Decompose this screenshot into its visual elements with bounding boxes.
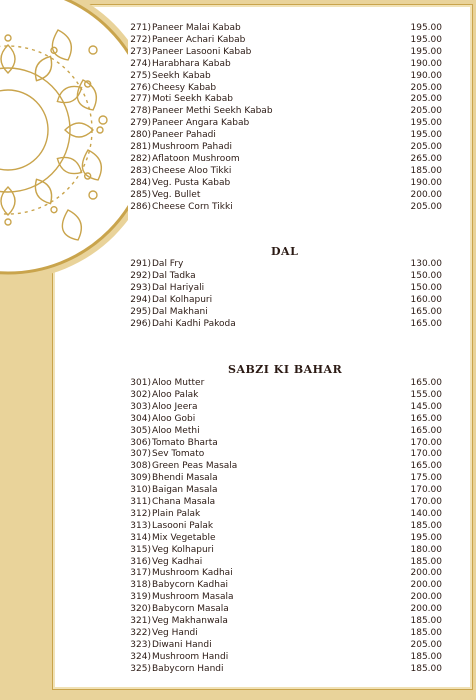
menu-item-num: 320) xyxy=(130,604,151,615)
menu-item-num: 285) xyxy=(130,189,151,200)
menu-item-name: Dal Tadka xyxy=(152,270,196,281)
menu-item xyxy=(0,520,476,532)
menu-item-num: 295) xyxy=(130,306,151,317)
menu-item-num: 312) xyxy=(130,508,151,519)
menu-item-name: Aloo Methi xyxy=(152,425,200,436)
menu-item xyxy=(0,615,476,627)
menu-item-name: Chana Masala xyxy=(152,497,216,507)
menu-item-num: 306) xyxy=(130,437,151,448)
menu-item-num: 294) xyxy=(130,294,151,305)
menu-item-price: 190.00 xyxy=(410,177,442,188)
menu-item-name: Bhendi Masala xyxy=(152,473,218,484)
menu-item-name: Mushroom Kadhai xyxy=(152,568,233,579)
menu-item-num: 303) xyxy=(130,401,151,412)
menu-item-num: 278) xyxy=(130,106,151,117)
menu-item-price: 150.00 xyxy=(410,282,442,293)
menu-item xyxy=(0,579,476,591)
menu-item-price: 185.00 xyxy=(410,165,442,176)
menu-item-num: 325) xyxy=(130,663,151,674)
menu-item-price: 205.00 xyxy=(410,106,442,117)
menu-item-price: 145.00 xyxy=(410,401,442,412)
menu-item-name: Babycorn Handi xyxy=(152,663,224,674)
menu-item-price: 190.00 xyxy=(410,58,442,69)
menu-item-name: Lasooni Palak xyxy=(152,520,214,531)
menu-item-name: Green Peas Masala xyxy=(152,461,238,472)
menu-item-num: 301) xyxy=(130,378,151,388)
menu-item xyxy=(0,141,476,153)
section-heading: SABZI KI BAHAR xyxy=(228,363,343,376)
menu-item-price: 195.00 xyxy=(410,34,442,45)
menu-item-price: 185.00 xyxy=(410,520,442,531)
menu-item-name: Veg Makhanwala xyxy=(152,616,228,626)
menu-item-name: Paneer Achari Kabab xyxy=(152,34,246,45)
menu-item-name: Mushroom Handi xyxy=(152,651,229,662)
menu-item-name: Paneer Methi Seekh Kabab xyxy=(152,106,273,117)
menu-item-price: 190.00 xyxy=(410,70,442,81)
menu-item-name: Paneer Angara Kabab xyxy=(152,118,250,129)
menu-item xyxy=(0,603,476,615)
menu-item xyxy=(0,556,476,568)
menu-item-name: Mix Vegetable xyxy=(152,532,216,543)
menu-item-price: 200.00 xyxy=(410,189,442,200)
menu-item-num: 307) xyxy=(130,449,151,460)
menu-item-price: 185.00 xyxy=(410,663,442,674)
menu-item-price: 265.00 xyxy=(410,153,442,164)
menu-item-num: 315) xyxy=(130,544,151,555)
menu-item-price: 200.00 xyxy=(410,568,442,579)
menu-item-num: 316) xyxy=(130,556,151,567)
menu-item xyxy=(0,401,476,413)
menu-item xyxy=(0,58,476,70)
menu-item-name: Aflatoon Mushroom xyxy=(152,153,240,164)
menu-item xyxy=(0,508,476,520)
menu-item-price: 165.00 xyxy=(410,461,442,472)
menu-item-price: 195.00 xyxy=(410,23,442,33)
menu-item-num: 279) xyxy=(130,118,151,129)
menu-item-name: Babycorn Masala xyxy=(152,604,229,615)
menu-item-num: 305) xyxy=(130,425,151,436)
menu-item-name: Diwani Handi xyxy=(152,639,212,650)
menu-item xyxy=(0,663,476,675)
menu-item-name: Paneer Lasooni Kabab xyxy=(152,46,252,57)
menu-item-price: 175.00 xyxy=(410,473,442,484)
menu-item-name: Paneer Pahadi xyxy=(152,130,216,141)
menu-item-price: 200.00 xyxy=(410,592,442,603)
menu-item-price: 165.00 xyxy=(410,413,442,424)
menu-item-num: 324) xyxy=(130,651,151,662)
menu-item xyxy=(0,532,476,544)
menu-item-name: Veg. Bullet xyxy=(152,189,201,200)
menu-item xyxy=(0,448,476,460)
menu-item xyxy=(0,425,476,437)
menu-item xyxy=(0,34,476,46)
menu-item xyxy=(0,377,476,389)
menu-item-price: 195.00 xyxy=(410,118,442,129)
menu-item-price: 140.00 xyxy=(410,508,442,519)
menu-item-name: Aloo Gobi xyxy=(152,413,196,424)
menu-item-name: Dal Fry xyxy=(152,259,184,269)
menu-item-price: 170.00 xyxy=(410,485,442,496)
menu-item xyxy=(0,201,476,213)
menu-item xyxy=(0,153,476,165)
menu-item-num: 319) xyxy=(130,592,151,603)
menu-item-price: 200.00 xyxy=(410,580,442,591)
menu-item-num: 283) xyxy=(130,165,151,176)
menu-item-num: 313) xyxy=(130,520,151,531)
menu-item-name: Cheese Aloo Tikki xyxy=(152,165,232,176)
menu-item xyxy=(0,129,476,141)
menu-item-num: 317) xyxy=(130,568,151,579)
menu-item-price: 205.00 xyxy=(410,82,442,93)
menu-item-num: 284) xyxy=(130,177,151,188)
menu-item-num: 296) xyxy=(130,318,151,329)
menu-item xyxy=(0,318,476,330)
menu-item-price: 185.00 xyxy=(410,556,442,567)
menu-item-name: Seekh Kabab xyxy=(152,70,211,81)
menu-item xyxy=(0,105,476,117)
menu-item xyxy=(0,46,476,58)
menu-item-price: 195.00 xyxy=(410,130,442,141)
menu-item xyxy=(0,591,476,603)
menu-item-num: 318) xyxy=(130,580,151,591)
menu-item xyxy=(0,22,476,34)
menu-item-name: Aloo Mutter xyxy=(152,378,205,388)
menu-item-num: 311) xyxy=(130,497,151,507)
menu-item xyxy=(0,177,476,189)
menu-item-price: 165.00 xyxy=(410,378,442,388)
menu-item-name: Dahi Kadhi Pakoda xyxy=(152,318,236,329)
menu-item-price: 150.00 xyxy=(410,270,442,281)
menu-item-name: Cheesy Kabab xyxy=(152,82,217,93)
menu-item xyxy=(0,282,476,294)
menu-item-price: 205.00 xyxy=(410,201,442,212)
menu-item xyxy=(0,306,476,318)
menu-item-name: Plain Palak xyxy=(152,508,201,519)
menu-item-name: Veg Kadhai xyxy=(152,556,203,567)
menu-item-num: 275) xyxy=(130,70,151,81)
menu-item xyxy=(0,82,476,94)
menu-item-num: 276) xyxy=(130,82,151,93)
menu-item-num: 272) xyxy=(130,34,151,45)
menu-item xyxy=(0,189,476,201)
menu-item-num: 277) xyxy=(130,94,151,105)
menu-item-name: Baigan Masala xyxy=(152,485,218,496)
menu-item-name: Veg. Pusta Kabab xyxy=(152,177,231,188)
menu-item xyxy=(0,472,476,484)
menu-item-price: 165.00 xyxy=(410,425,442,436)
menu-item-name: Babycorn Kadhai xyxy=(152,580,228,591)
menu-item-num: 308) xyxy=(130,461,151,472)
menu-item-num: 286) xyxy=(130,201,151,212)
menu-item-price: 205.00 xyxy=(410,94,442,105)
menu-item xyxy=(0,258,476,270)
menu-item-name: Dal Kolhapuri xyxy=(152,294,213,305)
menu-item xyxy=(0,567,476,579)
menu-item-price: 200.00 xyxy=(410,604,442,615)
menu-item xyxy=(0,437,476,449)
menu-item xyxy=(0,389,476,401)
menu-item-price: 165.00 xyxy=(410,306,442,317)
menu-item-name: Mushroom Masala xyxy=(152,592,234,603)
menu-item-price: 195.00 xyxy=(410,46,442,57)
menu-item-price: 170.00 xyxy=(410,449,442,460)
section-heading: DAL xyxy=(271,245,299,258)
menu-item xyxy=(0,544,476,556)
menu-item-price: 205.00 xyxy=(410,142,442,152)
menu-item-price: 185.00 xyxy=(410,651,442,662)
menu-item xyxy=(0,93,476,105)
menu-item-num: 273) xyxy=(130,46,151,57)
menu-item-num: 309) xyxy=(130,473,151,484)
menu-item-price: 130.00 xyxy=(410,259,442,269)
menu-item-name: Paneer Malai Kabab xyxy=(152,23,241,33)
menu-item xyxy=(0,496,476,508)
menu-item-price: 155.00 xyxy=(410,389,442,400)
menu-item-num: 323) xyxy=(130,639,151,650)
menu-item-num: 280) xyxy=(130,130,151,141)
menu-item-name: Aloo Jeera xyxy=(152,401,198,412)
menu-item-name: Dal Makhani xyxy=(152,306,208,317)
menu-item-num: 304) xyxy=(130,413,151,424)
menu-item-price: 185.00 xyxy=(410,616,442,626)
menu-item-price: 160.00 xyxy=(410,294,442,305)
menu-item-num: 314) xyxy=(130,532,151,543)
menu-item-price: 205.00 xyxy=(410,639,442,650)
menu-item-num: 291) xyxy=(130,259,151,269)
menu-item-name: Dal Hariyali xyxy=(152,282,205,293)
menu-item-price: 185.00 xyxy=(410,627,442,638)
menu-item xyxy=(0,70,476,82)
menu-item-num: 293) xyxy=(130,282,151,293)
menu-item-num: 310) xyxy=(130,485,151,496)
menu-item-num: 281) xyxy=(130,142,151,152)
menu-item-price: 170.00 xyxy=(410,497,442,507)
menu-item xyxy=(0,165,476,177)
menu-item-name: Mushroom Pahadi xyxy=(152,142,232,152)
menu-item-name: Aloo Palak xyxy=(152,389,199,400)
menu-item xyxy=(0,484,476,496)
menu-item-price: 170.00 xyxy=(410,437,442,448)
menu-item xyxy=(0,639,476,651)
menu-item-num: 282) xyxy=(130,153,151,164)
menu-item-num: 292) xyxy=(130,270,151,281)
menu-item xyxy=(0,460,476,472)
menu-item xyxy=(0,651,476,663)
menu-item-num: 321) xyxy=(130,616,151,626)
menu-item-num: 274) xyxy=(130,58,151,69)
menu-item-num: 302) xyxy=(130,389,151,400)
menu-item-name: Tomato Bharta xyxy=(152,437,218,448)
menu-item xyxy=(0,294,476,306)
menu-item-name: Cheese Corn Tikki xyxy=(152,201,233,212)
menu-item-price: 180.00 xyxy=(410,544,442,555)
menu-item-num: 271) xyxy=(130,23,151,33)
menu-item-num: 322) xyxy=(130,627,151,638)
menu-item-name: Veg Kolhapuri xyxy=(152,544,214,555)
menu-item-price: 165.00 xyxy=(410,318,442,329)
menu-item xyxy=(0,270,476,282)
menu-item xyxy=(0,413,476,425)
menu-item-name: Harabhara Kabab xyxy=(152,58,231,69)
menu-item-name: Sev Tomato xyxy=(152,449,205,460)
menu-item xyxy=(0,117,476,129)
menu-item-name: Veg Handi xyxy=(152,627,198,638)
menu-item-price: 195.00 xyxy=(410,532,442,543)
menu-item-name: Moti Seekh Kabab xyxy=(152,94,233,105)
menu-item xyxy=(0,627,476,639)
